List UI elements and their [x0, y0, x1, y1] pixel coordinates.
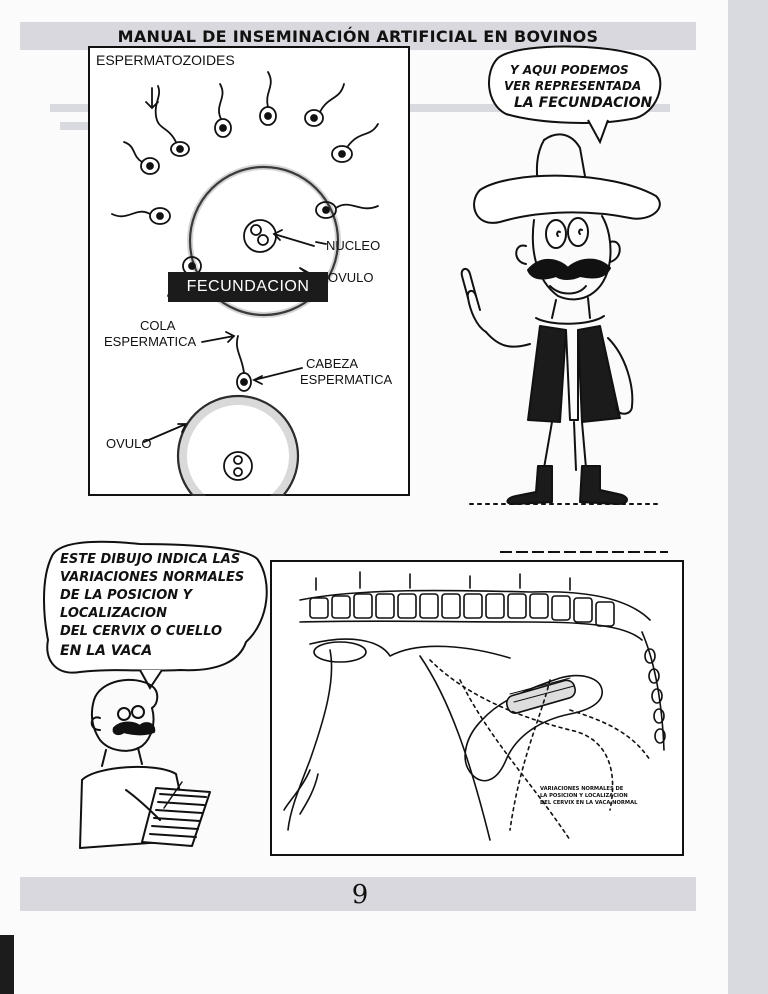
- speech-left-line4: LOCALIZACION: [60, 606, 167, 621]
- cervix-caption-line2: LA POSICION Y LOCALIZACION: [540, 793, 628, 799]
- speech-left-line2: VARIACIONES NORMALES: [60, 570, 245, 585]
- label-cola-espermatica: ESPERMATICA: [104, 334, 197, 349]
- label-cabeza: CABEZA: [306, 356, 359, 371]
- speech-left-line6: EN LA VACA: [60, 643, 153, 659]
- speech-right-line3: LA FECUNDACION: [514, 95, 653, 111]
- speech-left-line5: DEL CERVIX O CUELLO: [60, 624, 223, 639]
- label-ovulo-top: OVULO: [328, 270, 374, 285]
- label-nucleo: NUCLEO: [326, 238, 381, 253]
- label-ovulo-bottom: OVULO: [106, 436, 152, 451]
- page-title: MANUAL DE INSEMINACIÓN ARTIFICIAL EN BOVINOS: [117, 27, 599, 46]
- label-espermatozoides: ESPERMATOZOIDES: [96, 52, 235, 68]
- speech-left-line3: DE LA POSICION Y: [60, 588, 193, 603]
- speech-right-line2: VER REPRESENTADA: [504, 79, 642, 93]
- label-cola: COLA: [140, 318, 176, 333]
- cervix-caption-line3: DEL CERVIX EN LA VACA NORMAL: [540, 800, 638, 806]
- speech-right-line1: Y AQUI PODEMOS: [510, 63, 629, 77]
- page-number: 9: [351, 880, 369, 910]
- speech-left-line1: ESTE DIBUJO INDICA LAS: [60, 552, 241, 567]
- cervix-caption-line1: VARIACIONES NORMALES DE: [540, 786, 624, 792]
- fecundacion-banner: FECUNDACION: [168, 272, 328, 302]
- cervix-anatomy-illustration: [270, 560, 684, 856]
- label-cabeza-espermatica: ESPERMATICA: [300, 372, 393, 387]
- dashed-divider: [500, 548, 670, 556]
- man-writing-illustration: [60, 670, 260, 870]
